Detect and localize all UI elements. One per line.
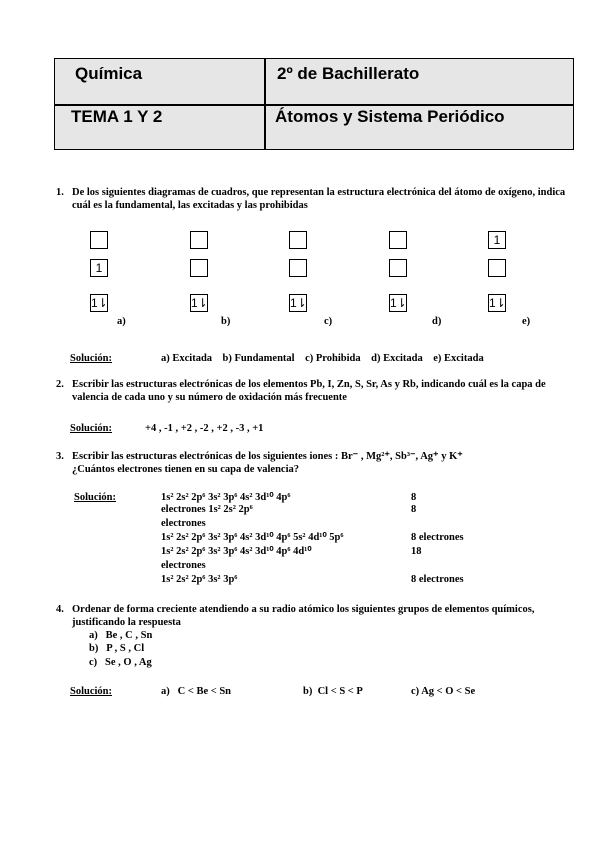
question-4-number: 4.: [56, 604, 64, 615]
header-course: 2º de Bachillerato: [277, 64, 420, 83]
q4-item: b) P , S , Cl: [89, 643, 145, 654]
q4-answer-c: c) Ag < O < Se: [411, 686, 476, 697]
q1-solution: a) Excitada b) Fundamental c) Prohibida d) Excitada e) Excitada: [161, 353, 484, 364]
q2-solution: +4 , -1 , +2 , -2 , +2 , -3 , +1: [145, 423, 264, 434]
q3-solution-label: Solución:: [74, 492, 117, 503]
orbital-box: 1⇂: [91, 296, 108, 310]
orbital-box: [488, 259, 506, 277]
q3-config-line: 1s² 2s² 2p⁶ 3s² 3p⁶ 4s² 3d¹⁰ 4p⁶ 4d¹⁰: [161, 546, 312, 557]
orbital-box: [190, 259, 208, 277]
orbital-box: 1⇂: [290, 296, 307, 310]
q3-count: 8 electrones: [411, 574, 464, 585]
q4-solution-label: Solución:: [70, 686, 113, 697]
q3-count: 8: [411, 492, 417, 503]
question-3-text-line1: Escribir las estructuras electrónicas de los siguientes iones : Br⁻ , Mg²⁺, Sb³⁻, Ag⁺ y K⁺: [72, 451, 463, 462]
q3-config-line: electrones 1s² 2s² 2p⁶: [161, 504, 253, 515]
q1-solution-label: Solución:: [70, 353, 113, 364]
orbital-box: [190, 231, 208, 249]
orbital-box: 1⇂: [489, 296, 506, 310]
orbital-box: 1: [90, 259, 108, 277]
orbital-box: [389, 259, 407, 277]
q3-count: 8 electrones: [411, 532, 464, 543]
header-topic: TEMA 1 Y 2: [71, 107, 163, 126]
q3-config-line: 1s² 2s² 2p⁶ 3s² 3p⁶ 4s² 3d¹⁰ 4p⁶: [161, 492, 291, 503]
q3-config-line: 1s² 2s² 2p⁶ 3s² 3p⁶ 4s² 3d¹⁰ 4p⁶ 5s² 4d¹⁰ 5p⁶: [161, 532, 344, 543]
q3-config-line: electrones: [161, 518, 206, 529]
diagram-e-label: e): [522, 316, 531, 327]
orbital-box: [289, 231, 307, 249]
q2-solution-label: Solución:: [70, 423, 113, 434]
orbital-box: [90, 231, 108, 249]
diagram-c-label: c): [324, 316, 333, 327]
question-2-number: 2.: [56, 379, 64, 390]
question-3-number: 3.: [56, 451, 64, 462]
question-4-text: Ordenar de forma creciente atendiendo a su radio atómico los siguientes grupos de elementos químicos, justificando la respuesta: [72, 604, 535, 628]
question-2-text: Escribir las estructuras electrónicas de los elementos Pb, I, Zn, S, Sr, As y Rb, indicando cuál es la capa de valencia de cada uno y su número de oxidación más frecuente: [72, 379, 546, 403]
q4-answer-b: b) Cl < S < P: [303, 686, 363, 697]
diagram-b-label: b): [221, 316, 231, 327]
header-table: [54, 58, 574, 150]
q3-config-line: electrones: [161, 560, 206, 571]
question-1-number: 1.: [56, 187, 64, 198]
orbital-box: 1⇂: [390, 296, 407, 310]
header-topic-title: Átomos y Sistema Periódico: [275, 107, 505, 126]
header-divider-horizontal: [55, 104, 573, 106]
question-1: [56, 186, 576, 216]
orbital-box: 1⇂: [191, 296, 208, 310]
diagram-d-label: d): [432, 316, 442, 327]
q4-item: c) Se , O , Ag: [89, 657, 152, 668]
orbital-box: 1: [488, 231, 506, 249]
orbital-box: [389, 231, 407, 249]
header-subject: Química: [75, 64, 143, 83]
question-4: [56, 603, 576, 633]
orbital-box: [289, 259, 307, 277]
question-3: [56, 450, 576, 478]
question-1-text: De los siguientes diagramas de cuadros, que representan la estructura electrónica del átomo de oxígeno, indica cuál es la fundamental, las excitadas y las prohibidas: [72, 187, 566, 211]
q3-count: 18: [411, 546, 422, 557]
diagram-a-label: a): [117, 316, 126, 327]
q3-count: 8: [411, 504, 417, 515]
q4-answer-a: a) C < Be < Sn: [161, 686, 232, 697]
question-2: [56, 378, 576, 408]
question-3-text-line2: ¿Cuántos electrones tienen en su capa de valencia?: [72, 464, 300, 475]
q3-config-line: 1s² 2s² 2p⁶ 3s² 3p⁶: [161, 574, 238, 585]
q4-item: a) Be , C , Sn: [89, 630, 153, 641]
